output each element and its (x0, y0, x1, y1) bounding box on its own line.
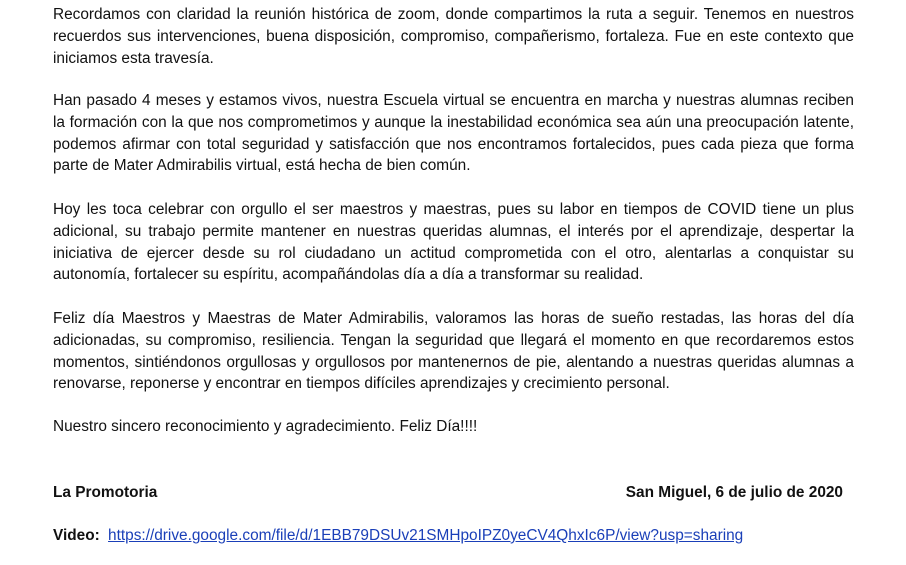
sender-name: La Promotoria (53, 484, 158, 501)
video-row (53, 525, 743, 546)
video-label: Video: (53, 527, 100, 544)
place-date: San Miguel, 6 de julio de 2020 (625, 484, 843, 501)
paragraph-4: Feliz día Maestros y Maestras de Mater Admirabilis, valoramos las horas de sueño restadas, las horas del día adicionadas, su compromiso, resiliencia. Tengan la seguridad que llegará el momento en que recordaremos estos momentos, sintiéndonos orgullosas y orgullosos por mantenernos de pie, alentando a nuestras queridas alumnas a renovarse, reponerse y encontrar en tiempos difíciles aprendizajes y crecimiento personal. (53, 310, 854, 393)
paragraph-1: Recordamos con claridad la reunión histórica de zoom, donde compartimos la ruta a seguir. Tenemos en nuestros recuerdos sus intervenciones, buena disposición, compromiso, compañerismo, fortaleza. Fue en este contexto que iniciamos esta travesía. (53, 6, 854, 67)
paragraph-5: Nuestro sincero reconocimiento y agradecimiento. Feliz Día!!!! (53, 418, 478, 435)
video-link[interactable]: https://drive.google.com/file/d/1EBB79DSUv21SMHpoIPZ0yeCV4QhxIc6P/view?usp=sharing (108, 527, 744, 544)
paragraph-3: Hoy les toca celebrar con orgullo el ser maestros y maestras, pues su labor en tiempos de COVID tiene un plus adicional, su trabajo permite mantener en nuestras queridas alumnas, el interés por el aprendizaje, despertar la iniciativa de ejercer desde su rol ciudadano un actitud comprometida con el otro, alentarlas a conquistar su autonomía, fortalecer su espíritu, acompañándolas día a día a transformar su realidad. (53, 201, 854, 284)
paragraph-2: Han pasado 4 meses y estamos vivos, nuestra Escuela virtual se encuentra en marcha y nuestras alumnas reciben la formación con la que nos comprometimos y aunque la inestabilidad económica sea aún una preocupación latente, podemos afirmar con total seguridad y satisfacción que nos encontramos fortalecidos, pues cada pieza que forma parte de Mater Admirabilis virtual, está hecha de bien común. (53, 92, 854, 175)
